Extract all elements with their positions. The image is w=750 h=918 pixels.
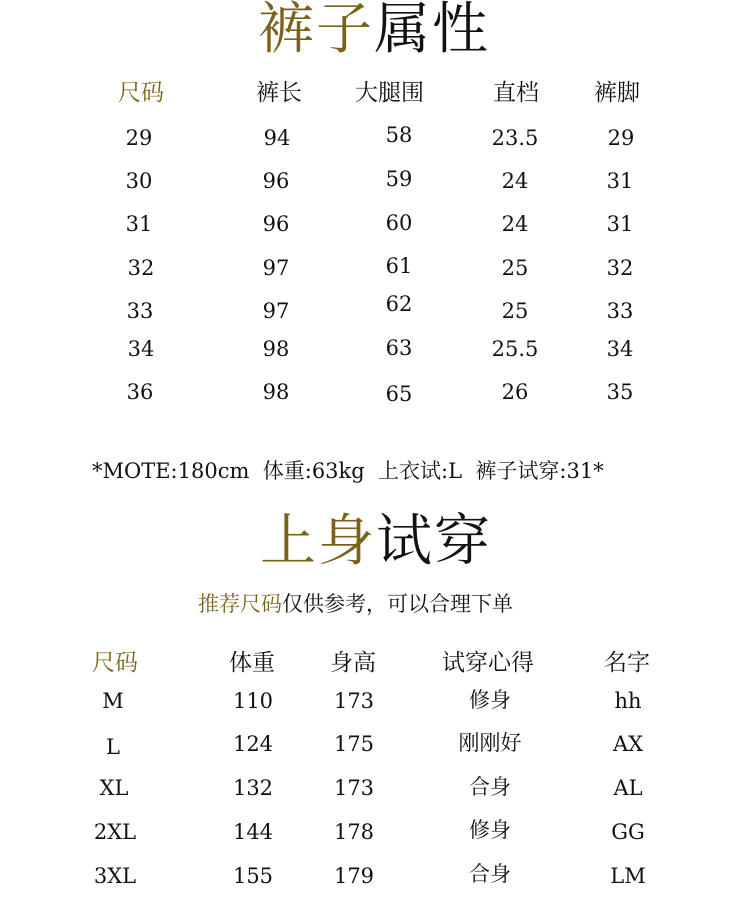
pants-cell-hem: 31 (606, 212, 634, 236)
pants-cell-length: 96 (262, 212, 290, 236)
tryon-subtitle (198, 594, 513, 615)
tryon-cell-name: hh (614, 689, 642, 713)
tryon-header-size: 尺码 (92, 650, 138, 676)
pants-cell-rise: 24 (501, 212, 529, 236)
pants-cell-length: 97 (262, 256, 290, 280)
pants-cell-thigh: 61 (385, 254, 413, 278)
tryon-cell-height: 173 (333, 776, 375, 800)
pants-title-rest: 属性 (374, 0, 490, 62)
tryon-subtitle-accent: 推荐尺码 (198, 592, 282, 616)
tryon-cell-size: M (102, 689, 124, 713)
pants-cell-hem: 35 (606, 380, 634, 404)
tryon-subtitle-rest: 仅供参考，可以合理下单 (282, 592, 513, 616)
tryon-cell-height: 175 (333, 732, 375, 756)
tryon-cell-feedback: 修身 (469, 688, 511, 712)
pants-title-accent: 裤子 (258, 0, 374, 62)
pants-cell-hem: 29 (607, 126, 635, 150)
pants-cell-length: 94 (263, 126, 291, 150)
pants-cell-thigh: 59 (385, 167, 413, 191)
tryon-cell-name: AX (612, 732, 644, 756)
tryon-header-name: 名字 (604, 650, 650, 676)
tryon-cell-feedback: 修身 (469, 818, 511, 842)
tryon-title-rest: 试穿 (376, 509, 492, 574)
pants-cell-rise: 25 (501, 256, 529, 280)
pants-cell-size: 36 (126, 380, 154, 404)
tryon-cell-height: 179 (333, 864, 375, 888)
pants-cell-thigh: 58 (385, 123, 413, 147)
pants-cell-hem: 33 (606, 299, 634, 323)
pants-cell-rise: 24 (501, 169, 529, 193)
pants-cell-rise: 25.5 (491, 337, 539, 361)
pants-cell-length: 96 (262, 169, 290, 193)
pants-title (258, 0, 490, 62)
pants-cell-thigh: 62 (385, 292, 413, 316)
pants-header-length: 裤长 (256, 80, 302, 106)
pants-cell-size: 33 (126, 299, 154, 323)
pants-header-rise: 直档 (493, 80, 539, 106)
pants-cell-size: 32 (127, 256, 155, 280)
tryon-header-feedback: 试穿心得 (442, 650, 534, 676)
tryon-cell-size: L (106, 735, 120, 759)
tryon-title (260, 509, 492, 574)
model-note: *MOTE:180cm 体重:63kg 上衣试:L 裤子试穿:31* (92, 459, 604, 483)
tryon-header-weight: 体重 (229, 650, 275, 676)
tryon-cell-name: LM (610, 864, 646, 888)
pants-cell-length: 97 (262, 299, 290, 323)
tryon-cell-size: XL (99, 776, 129, 800)
pants-cell-hem: 32 (606, 256, 634, 280)
tryon-title-accent: 上身 (260, 509, 376, 574)
tryon-cell-size: 3XL (93, 864, 137, 888)
tryon-cell-height: 178 (333, 820, 375, 844)
pants-cell-hem: 34 (606, 337, 634, 361)
pants-cell-size: 29 (125, 126, 153, 150)
tryon-cell-size: 2XL (93, 820, 137, 844)
pants-header-hem: 裤脚 (594, 80, 640, 106)
pants-cell-rise: 26 (501, 380, 529, 404)
pants-cell-size: 31 (125, 212, 153, 236)
pants-cell-length: 98 (262, 337, 290, 361)
tryon-cell-weight: 155 (232, 864, 274, 888)
tryon-cell-weight: 110 (232, 689, 274, 713)
pants-header-size: 尺码 (118, 80, 164, 106)
pants-header-thigh: 大腿围 (355, 80, 424, 106)
pants-cell-size: 34 (127, 337, 155, 361)
tryon-header-height: 身高 (330, 650, 376, 676)
tryon-cell-feedback: 刚刚好 (458, 731, 522, 755)
tryon-cell-name: GG (611, 820, 645, 844)
pants-cell-rise: 23.5 (491, 126, 539, 150)
tryon-cell-weight: 124 (232, 732, 274, 756)
pants-cell-length: 98 (262, 380, 290, 404)
tryon-cell-weight: 132 (232, 776, 274, 800)
pants-cell-thigh: 63 (385, 336, 413, 360)
tryon-cell-feedback: 合身 (469, 862, 511, 886)
tryon-cell-name: AL (613, 776, 643, 800)
pants-cell-hem: 31 (606, 169, 634, 193)
tryon-cell-weight: 144 (232, 820, 274, 844)
tryon-cell-feedback: 合身 (469, 775, 511, 799)
pants-cell-thigh: 60 (385, 211, 413, 235)
pants-cell-rise: 25 (501, 299, 529, 323)
tryon-cell-height: 173 (333, 689, 375, 713)
pants-cell-thigh: 65 (385, 382, 413, 406)
pants-cell-size: 30 (125, 169, 153, 193)
